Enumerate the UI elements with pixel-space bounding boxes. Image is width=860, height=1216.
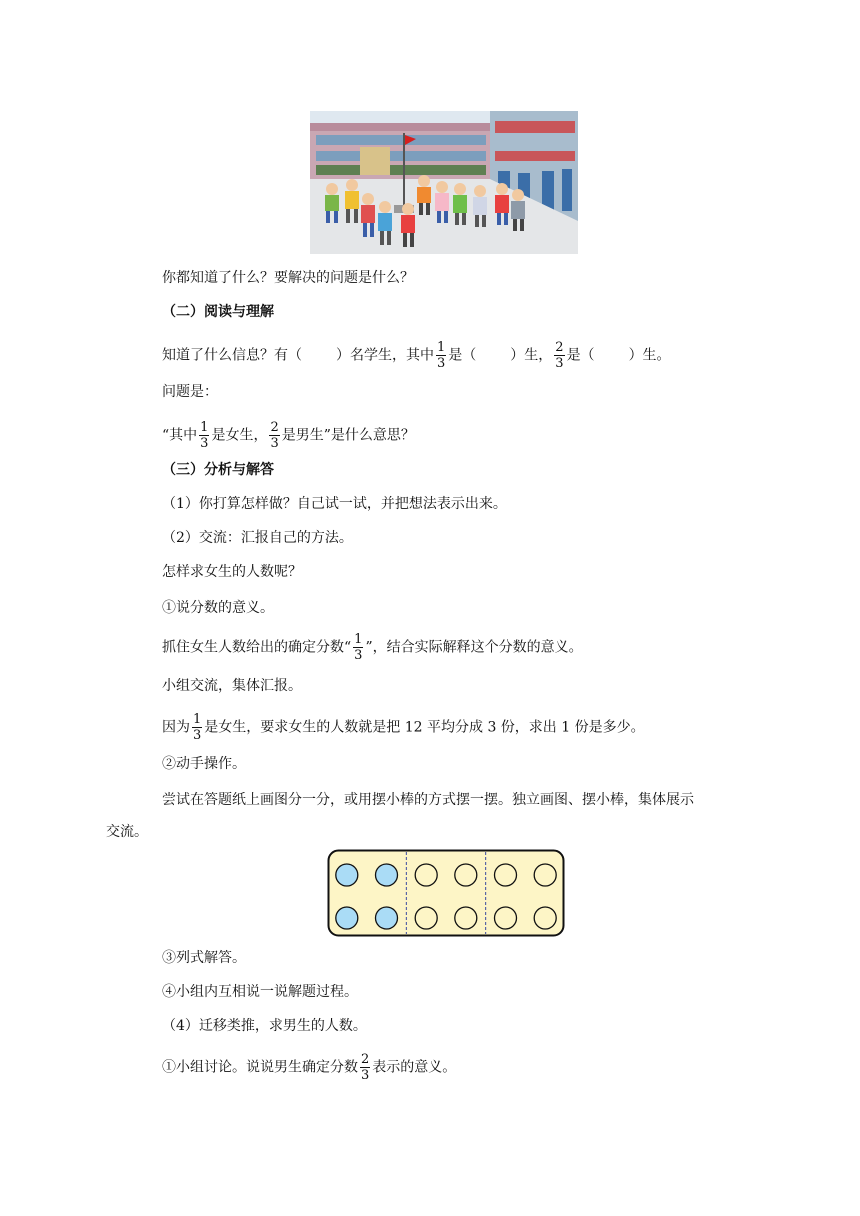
info-mid1: ）名学生，其中 (336, 347, 434, 364)
fraction-one-third: $\frac{1}{3}$ (193, 712, 202, 743)
step-1: （1）你打算怎样做？自己试一试，并把想法表示出来。 (162, 496, 507, 512)
meaning-suffix: 是男生”是什么意思？ (281, 427, 415, 444)
sub-step-4: ④小组内互相说一说解题过程。 (162, 984, 358, 1000)
how-girls: 怎样求女生的人数呢？ (162, 564, 302, 580)
problem-label: 问题是： (162, 384, 218, 400)
step-2: （2）交流：汇报自己的方法。 (162, 530, 353, 546)
shaded-circle (376, 907, 398, 929)
boys-prefix: ①小组讨论。说说男生确定分数 (162, 1059, 358, 1076)
shaded-circle (336, 907, 358, 929)
circles-division-diagram (327, 849, 565, 937)
try-line-1: 尝试在答题纸上画图分一分，或用摆小棒的方式摆一摆。独立画图、摆小棒，集体展示 (162, 792, 694, 808)
fraction-two-thirds: $\frac{2}{3}$ (270, 420, 279, 451)
info-prefix: 知道了什么信息？有（ (162, 347, 302, 364)
fraction-one-third: $\frac{1}{3}$ (200, 420, 209, 451)
group-report: 小组交流，集体汇报。 (162, 678, 302, 694)
sub-step-2: ②动手操作。 (162, 756, 246, 772)
because-line (162, 712, 645, 743)
info-mid4: 是（ (566, 347, 595, 364)
because-prefix: 因为 (162, 719, 190, 736)
grasp-suffix: ”，结合实际解释这个分数的意义。 (365, 639, 583, 656)
sub-step-3: ③列式解答。 (162, 950, 246, 966)
meaning-mid1: 是女生， (211, 427, 268, 444)
fraction-two-thirds: $\frac{2}{3}$ (361, 1052, 370, 1083)
section-heading-analysis: （三）分析与解答 (162, 462, 274, 478)
fraction-one-third: $\frac{1}{3}$ (354, 632, 363, 663)
info-line (162, 340, 671, 371)
info-suffix: ）生。 (628, 347, 671, 364)
grasp-line (162, 632, 583, 663)
grasp-prefix: 抓住女生人数给出的确定分数“ (162, 639, 352, 656)
try-line-2: 交流。 (106, 824, 148, 840)
info-mid3: ）生， (510, 347, 553, 364)
shaded-circle (376, 864, 398, 886)
fraction-two-thirds: $\frac{2}{3}$ (555, 340, 564, 371)
shaded-circle (336, 864, 358, 886)
boys-line (162, 1052, 456, 1083)
section-heading-reading: （二）阅读与理解 (162, 304, 274, 320)
diagram-box (329, 851, 564, 936)
question-text: 你都知道了什么？要解决的问题是什么？ (162, 270, 414, 286)
info-mid2: 是（ (448, 347, 477, 364)
meaning-prefix: “其中 (162, 427, 198, 444)
sub-step-1: ①说分数的意义。 (162, 600, 274, 616)
fraction-one-third: $\frac{1}{3}$ (437, 340, 446, 371)
because-suffix: 是女生，要求女生的人数就是把 12 平均分成 3 份，求出 1 份是多少。 (204, 719, 645, 736)
boys-suffix: 表示的意义。 (372, 1059, 457, 1076)
step-4: （4）迁移类推，求男生的人数。 (162, 1018, 367, 1034)
meaning-line (162, 420, 415, 451)
school-yard-illustration (310, 111, 578, 254)
